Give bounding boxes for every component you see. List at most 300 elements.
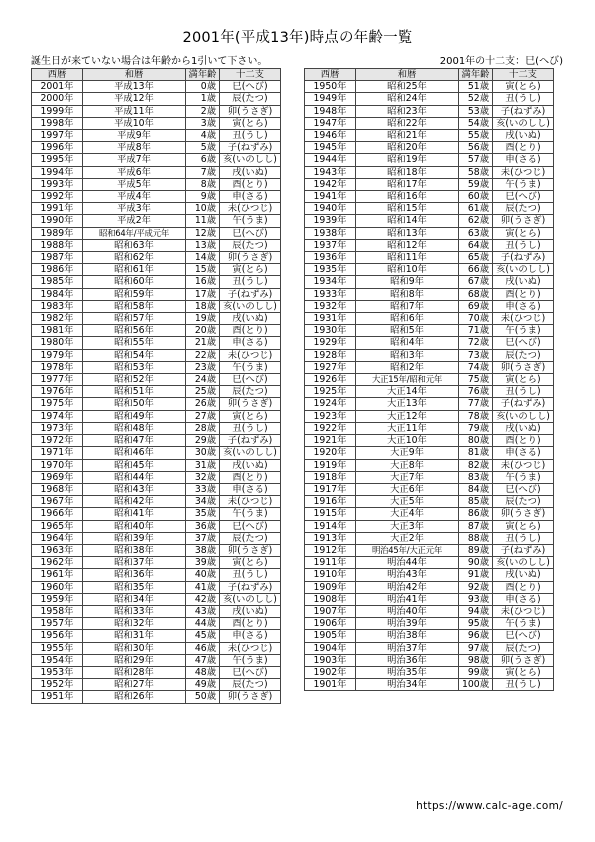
- japanese-era-cell: 昭和36年: [83, 569, 186, 581]
- table-row: [32, 93, 281, 105]
- western-year-cell: 1997年: [32, 130, 83, 142]
- western-year-cell: 1945年: [305, 142, 356, 154]
- zodiac-cell: 亥(いのしし): [493, 264, 554, 276]
- japanese-era-cell: 大正3年: [356, 520, 459, 532]
- japanese-era-cell: 昭和35年: [83, 581, 186, 593]
- age-cell: 57歳: [459, 154, 493, 166]
- japanese-era-cell: 平成4年: [83, 191, 186, 203]
- western-year-cell: 1908年: [305, 593, 356, 605]
- zodiac-cell: 午(うま): [220, 508, 281, 520]
- zodiac-cell: 亥(いのしし): [220, 447, 281, 459]
- zodiac-cell: 辰(たつ): [220, 679, 281, 691]
- zodiac-cell: 午(うま): [493, 178, 554, 190]
- zodiac-cell: 卯(うさぎ): [493, 654, 554, 666]
- age-cell: 19歳: [186, 313, 220, 325]
- zodiac-cell: 酉(とり): [493, 288, 554, 300]
- table-row: [305, 374, 554, 386]
- western-year-cell: 1983年: [32, 300, 83, 312]
- age-cell: 37歳: [186, 532, 220, 544]
- table-row: [32, 117, 281, 129]
- age-cell: 68歳: [459, 288, 493, 300]
- table-row: [305, 178, 554, 190]
- age-cell: 60歳: [459, 191, 493, 203]
- zodiac-cell: 亥(いのしし): [220, 300, 281, 312]
- table-row: [305, 532, 554, 544]
- western-year-cell: 1967年: [32, 496, 83, 508]
- age-cell: 39歳: [186, 557, 220, 569]
- zodiac-cell: 未(ひつじ): [220, 496, 281, 508]
- table-row: [305, 605, 554, 617]
- zodiac-cell: 丑(うし): [220, 422, 281, 434]
- western-year-cell: 1910年: [305, 569, 356, 581]
- zodiac-cell: 酉(とり): [220, 325, 281, 337]
- western-year-cell: 1976年: [32, 386, 83, 398]
- western-year-cell: 1985年: [32, 276, 83, 288]
- japanese-era-cell: 昭和53年: [83, 361, 186, 373]
- header-age: 満年齢: [459, 69, 493, 81]
- zodiac-cell: 子(ねずみ): [220, 288, 281, 300]
- japanese-era-cell: 大正2年: [356, 532, 459, 544]
- age-cell: 85歳: [459, 496, 493, 508]
- western-year-cell: 1992年: [32, 191, 83, 203]
- western-year-cell: 1971年: [32, 447, 83, 459]
- zodiac-cell: 亥(いのしし): [493, 117, 554, 129]
- age-cell: 32歳: [186, 471, 220, 483]
- japanese-era-cell: 昭和61年: [83, 264, 186, 276]
- age-cell: 98歳: [459, 654, 493, 666]
- header-japanese-era: 和暦: [83, 69, 186, 81]
- zodiac-cell: 申(さる): [220, 337, 281, 349]
- table-row: [305, 435, 554, 447]
- western-year-cell: 1930年: [305, 325, 356, 337]
- age-cell: 63歳: [459, 227, 493, 239]
- zodiac-cell: 酉(とり): [493, 142, 554, 154]
- table-row: [32, 508, 281, 520]
- table-row: [32, 154, 281, 166]
- table-row: [32, 630, 281, 642]
- zodiac-cell: 午(うま): [220, 361, 281, 373]
- japanese-era-cell: 昭和32年: [83, 618, 186, 630]
- zodiac-cell: 寅(とら): [220, 264, 281, 276]
- japanese-era-cell: 明治35年: [356, 666, 459, 678]
- age-cell: 71歳: [459, 325, 493, 337]
- age-table-left: [31, 68, 281, 704]
- japanese-era-cell: 昭和7年: [356, 300, 459, 312]
- age-cell: 16歳: [186, 276, 220, 288]
- table-row: [305, 288, 554, 300]
- japanese-era-cell: 明治34年: [356, 679, 459, 691]
- japanese-era-cell: 昭和40年: [83, 520, 186, 532]
- western-year-cell: 1980年: [32, 337, 83, 349]
- zodiac-cell: 亥(いのしし): [493, 557, 554, 569]
- western-year-cell: 1921年: [305, 435, 356, 447]
- table-row: [305, 398, 554, 410]
- western-year-cell: 1978年: [32, 361, 83, 373]
- table-row: [305, 227, 554, 239]
- header-japanese-era: 和暦: [356, 69, 459, 81]
- zodiac-cell: 卯(うさぎ): [493, 361, 554, 373]
- zodiac-cell: 戌(いぬ): [493, 422, 554, 434]
- japanese-era-cell: 昭和14年: [356, 215, 459, 227]
- header-western-year: 西暦: [305, 69, 356, 81]
- table-row: [305, 130, 554, 142]
- age-cell: 12歳: [186, 227, 220, 239]
- western-year-cell: 1990年: [32, 215, 83, 227]
- age-cell: 79歳: [459, 422, 493, 434]
- western-year-cell: 1966年: [32, 508, 83, 520]
- zodiac-cell: 辰(たつ): [493, 349, 554, 361]
- zodiac-cell: 丑(うし): [220, 569, 281, 581]
- zodiac-cell: 酉(とり): [220, 178, 281, 190]
- japanese-era-cell: 昭和56年: [83, 325, 186, 337]
- western-year-cell: 1961年: [32, 569, 83, 581]
- age-cell: 25歳: [186, 386, 220, 398]
- zodiac-cell: 子(ねずみ): [220, 435, 281, 447]
- zodiac-cell: 酉(とり): [493, 435, 554, 447]
- japanese-era-cell: 大正4年: [356, 508, 459, 520]
- japanese-era-cell: 明治38年: [356, 630, 459, 642]
- age-cell: 64歳: [459, 239, 493, 251]
- age-cell: 36歳: [186, 520, 220, 532]
- table-row: [32, 483, 281, 495]
- zodiac-cell: 寅(とら): [493, 81, 554, 93]
- table-row: [305, 154, 554, 166]
- table-row: [305, 593, 554, 605]
- age-cell: 27歳: [186, 410, 220, 422]
- western-year-cell: 1927年: [305, 361, 356, 373]
- age-cell: 48歳: [186, 666, 220, 678]
- footer-url: https://www.calc-age.com/: [416, 800, 563, 812]
- zodiac-cell: 亥(いのしし): [493, 410, 554, 422]
- zodiac-cell: 亥(いのしし): [220, 154, 281, 166]
- table-row: [305, 215, 554, 227]
- age-cell: 83歳: [459, 471, 493, 483]
- age-cell: 49歳: [186, 679, 220, 691]
- table-row: [305, 264, 554, 276]
- table-row: [32, 130, 281, 142]
- japanese-era-cell: 明治39年: [356, 618, 459, 630]
- age-cell: 23歳: [186, 361, 220, 373]
- japanese-era-cell: 平成12年: [83, 93, 186, 105]
- table-row: [305, 618, 554, 630]
- zodiac-cell: 寅(とら): [493, 227, 554, 239]
- age-cell: 78歳: [459, 410, 493, 422]
- zodiac-cell: 酉(とり): [220, 471, 281, 483]
- table-row: [305, 471, 554, 483]
- table-row: [305, 276, 554, 288]
- table-row: [32, 264, 281, 276]
- table-row: [32, 166, 281, 178]
- table-row: [32, 557, 281, 569]
- age-cell: 51歳: [459, 81, 493, 93]
- age-cell: 6歳: [186, 154, 220, 166]
- table-row: [305, 520, 554, 532]
- western-year-cell: 1915年: [305, 508, 356, 520]
- japanese-era-cell: 平成2年: [83, 215, 186, 227]
- zodiac-cell: 戌(いぬ): [493, 276, 554, 288]
- birthday-note: 誕生日が来ていない場合は年齢から1引いて下さい。: [31, 56, 268, 67]
- japanese-era-cell: 大正12年: [356, 410, 459, 422]
- zodiac-cell: 寅(とら): [220, 410, 281, 422]
- table-row: [305, 361, 554, 373]
- japanese-era-cell: 昭和43年: [83, 483, 186, 495]
- zodiac-cell: 寅(とら): [493, 374, 554, 386]
- table-row: [305, 642, 554, 654]
- zodiac-cell: 寅(とら): [220, 117, 281, 129]
- western-year-cell: 1939年: [305, 215, 356, 227]
- zodiac-cell: 巳(へび): [220, 81, 281, 93]
- header-age: 満年齢: [186, 69, 220, 81]
- table-row: [305, 337, 554, 349]
- table-header-row: [32, 69, 281, 81]
- japanese-era-cell: 昭和18年: [356, 166, 459, 178]
- age-cell: 67歳: [459, 276, 493, 288]
- table-row: [305, 666, 554, 678]
- age-cell: 35歳: [186, 508, 220, 520]
- table-row: [32, 215, 281, 227]
- japanese-era-cell: 昭和16年: [356, 191, 459, 203]
- zodiac-note: 2001年の十二支：巳(へび): [439, 56, 563, 67]
- zodiac-cell: 未(ひつじ): [493, 166, 554, 178]
- table-row: [32, 679, 281, 691]
- table-row: [32, 398, 281, 410]
- age-cell: 65歳: [459, 252, 493, 264]
- japanese-era-cell: 大正14年: [356, 386, 459, 398]
- table-row: [305, 483, 554, 495]
- zodiac-cell: 巳(へび): [493, 337, 554, 349]
- zodiac-cell: 子(ねずみ): [493, 252, 554, 264]
- age-cell: 50歳: [186, 691, 220, 703]
- japanese-era-cell: 昭和17年: [356, 178, 459, 190]
- japanese-era-cell: 昭和3年: [356, 349, 459, 361]
- table-row: [32, 374, 281, 386]
- age-cell: 73歳: [459, 349, 493, 361]
- age-cell: 56歳: [459, 142, 493, 154]
- age-cell: 74歳: [459, 361, 493, 373]
- japanese-era-cell: 平成7年: [83, 154, 186, 166]
- zodiac-cell: 丑(うし): [493, 93, 554, 105]
- table-row: [32, 276, 281, 288]
- table-row: [32, 471, 281, 483]
- table-row: [305, 508, 554, 520]
- western-year-cell: 1922年: [305, 422, 356, 434]
- table-row: [32, 239, 281, 251]
- zodiac-cell: 午(うま): [493, 618, 554, 630]
- age-cell: 58歳: [459, 166, 493, 178]
- western-year-cell: 1916年: [305, 496, 356, 508]
- age-cell: 55歳: [459, 130, 493, 142]
- age-cell: 61歳: [459, 203, 493, 215]
- age-cell: 84歳: [459, 483, 493, 495]
- japanese-era-cell: 平成13年: [83, 81, 186, 93]
- age-cell: 0歳: [186, 81, 220, 93]
- table-row: [305, 252, 554, 264]
- western-year-cell: 1957年: [32, 618, 83, 630]
- zodiac-cell: 辰(たつ): [220, 239, 281, 251]
- age-cell: 33歳: [186, 483, 220, 495]
- age-cell: 88歳: [459, 532, 493, 544]
- zodiac-cell: 午(うま): [493, 471, 554, 483]
- zodiac-cell: 丑(うし): [220, 130, 281, 142]
- zodiac-cell: 未(ひつじ): [220, 203, 281, 215]
- zodiac-cell: 申(さる): [493, 593, 554, 605]
- zodiac-cell: 辰(たつ): [493, 642, 554, 654]
- zodiac-cell: 子(ねずみ): [220, 581, 281, 593]
- western-year-cell: 1972年: [32, 435, 83, 447]
- western-year-cell: 1969年: [32, 471, 83, 483]
- zodiac-cell: 寅(とら): [220, 557, 281, 569]
- table-row: [32, 544, 281, 556]
- japanese-era-cell: 昭和5年: [356, 325, 459, 337]
- japanese-era-cell: 大正9年: [356, 447, 459, 459]
- zodiac-cell: 辰(たつ): [220, 532, 281, 544]
- western-year-cell: 1986年: [32, 264, 83, 276]
- zodiac-cell: 丑(うし): [493, 532, 554, 544]
- table-row: [305, 630, 554, 642]
- age-cell: 72歳: [459, 337, 493, 349]
- japanese-era-cell: 大正11年: [356, 422, 459, 434]
- western-year-cell: 1958年: [32, 605, 83, 617]
- japanese-era-cell: 昭和50年: [83, 398, 186, 410]
- japanese-era-cell: 昭和63年: [83, 239, 186, 251]
- zodiac-cell: 子(ねずみ): [493, 544, 554, 556]
- zodiac-cell: 酉(とり): [220, 618, 281, 630]
- zodiac-cell: 戌(いぬ): [220, 605, 281, 617]
- japanese-era-cell: 昭和42年: [83, 496, 186, 508]
- japanese-era-cell: 昭和33年: [83, 605, 186, 617]
- japanese-era-cell: 昭和48年: [83, 422, 186, 434]
- age-cell: 40歳: [186, 569, 220, 581]
- age-cell: 18歳: [186, 300, 220, 312]
- table-row: [32, 605, 281, 617]
- age-cell: 75歳: [459, 374, 493, 386]
- western-year-cell: 1956年: [32, 630, 83, 642]
- age-table-right: [304, 68, 554, 691]
- age-cell: 42歳: [186, 593, 220, 605]
- header-zodiac: 十二支: [220, 69, 281, 81]
- table-row: [32, 532, 281, 544]
- japanese-era-cell: 昭和57年: [83, 313, 186, 325]
- western-year-cell: 1952年: [32, 679, 83, 691]
- western-year-cell: 1989年: [32, 227, 83, 239]
- western-year-cell: 1959年: [32, 593, 83, 605]
- table-row: [305, 581, 554, 593]
- table-row: [32, 520, 281, 532]
- age-cell: 11歳: [186, 215, 220, 227]
- western-year-cell: 1941年: [305, 191, 356, 203]
- table-row: [305, 142, 554, 154]
- table-row: [32, 435, 281, 447]
- zodiac-cell: 戌(いぬ): [220, 313, 281, 325]
- zodiac-cell: 巳(へび): [493, 483, 554, 495]
- table-row: [32, 410, 281, 422]
- zodiac-cell: 卯(うさぎ): [220, 105, 281, 117]
- table-row: [32, 227, 281, 239]
- zodiac-cell: 卯(うさぎ): [220, 398, 281, 410]
- table-row: [32, 105, 281, 117]
- age-cell: 81歳: [459, 447, 493, 459]
- japanese-era-cell: 昭和21年: [356, 130, 459, 142]
- western-year-cell: 1982年: [32, 313, 83, 325]
- japanese-era-cell: 昭和55年: [83, 337, 186, 349]
- western-year-cell: 1933年: [305, 288, 356, 300]
- table-row: [305, 544, 554, 556]
- table-row: [305, 386, 554, 398]
- japanese-era-cell: 昭和29年: [83, 654, 186, 666]
- japanese-era-cell: 平成8年: [83, 142, 186, 154]
- table-row: [32, 654, 281, 666]
- age-cell: 86歳: [459, 508, 493, 520]
- western-year-cell: 1913年: [305, 532, 356, 544]
- japanese-era-cell: 明治37年: [356, 642, 459, 654]
- age-cell: 66歳: [459, 264, 493, 276]
- age-cell: 91歳: [459, 569, 493, 581]
- table-header-row: [305, 69, 554, 81]
- age-cell: 95歳: [459, 618, 493, 630]
- japanese-era-cell: 昭和9年: [356, 276, 459, 288]
- table-row: [32, 666, 281, 678]
- japanese-era-cell: 平成11年: [83, 105, 186, 117]
- age-cell: 14歳: [186, 252, 220, 264]
- japanese-era-cell: 昭和19年: [356, 154, 459, 166]
- western-year-cell: 1920年: [305, 447, 356, 459]
- western-year-cell: 1944年: [305, 154, 356, 166]
- table-row: [32, 313, 281, 325]
- western-year-cell: 1906年: [305, 618, 356, 630]
- table-row: [305, 105, 554, 117]
- zodiac-cell: 丑(うし): [493, 386, 554, 398]
- japanese-era-cell: 昭和12年: [356, 239, 459, 251]
- table-row: [305, 459, 554, 471]
- western-year-cell: 1996年: [32, 142, 83, 154]
- zodiac-cell: 卯(うさぎ): [220, 544, 281, 556]
- age-cell: 7歳: [186, 166, 220, 178]
- zodiac-cell: 申(さる): [493, 154, 554, 166]
- age-cell: 92歳: [459, 581, 493, 593]
- age-cell: 22歳: [186, 349, 220, 361]
- japanese-era-cell: 大正15年/昭和元年: [356, 374, 459, 386]
- zodiac-cell: 丑(うし): [493, 679, 554, 691]
- western-year-cell: 1935年: [305, 264, 356, 276]
- zodiac-cell: 未(ひつじ): [493, 313, 554, 325]
- japanese-era-cell: 昭和44年: [83, 471, 186, 483]
- japanese-era-cell: 昭和47年: [83, 435, 186, 447]
- japanese-era-cell: 昭和54年: [83, 349, 186, 361]
- zodiac-cell: 寅(とら): [493, 666, 554, 678]
- age-cell: 70歳: [459, 313, 493, 325]
- western-year-cell: 1949年: [305, 93, 356, 105]
- age-cell: 47歳: [186, 654, 220, 666]
- western-year-cell: 1928年: [305, 349, 356, 361]
- western-year-cell: 1954年: [32, 654, 83, 666]
- table-row: [32, 337, 281, 349]
- western-year-cell: 1950年: [305, 81, 356, 93]
- zodiac-cell: 申(さる): [220, 630, 281, 642]
- age-cell: 77歳: [459, 398, 493, 410]
- age-cell: 52歳: [459, 93, 493, 105]
- age-cell: 34歳: [186, 496, 220, 508]
- table-row: [305, 313, 554, 325]
- western-year-cell: 1919年: [305, 459, 356, 471]
- western-year-cell: 1902年: [305, 666, 356, 678]
- table-row: [32, 178, 281, 190]
- table-row: [32, 142, 281, 154]
- japanese-era-cell: 昭和20年: [356, 142, 459, 154]
- western-year-cell: 1953年: [32, 666, 83, 678]
- age-cell: 94歳: [459, 605, 493, 617]
- japanese-era-cell: 昭和4年: [356, 337, 459, 349]
- western-year-cell: 1962年: [32, 557, 83, 569]
